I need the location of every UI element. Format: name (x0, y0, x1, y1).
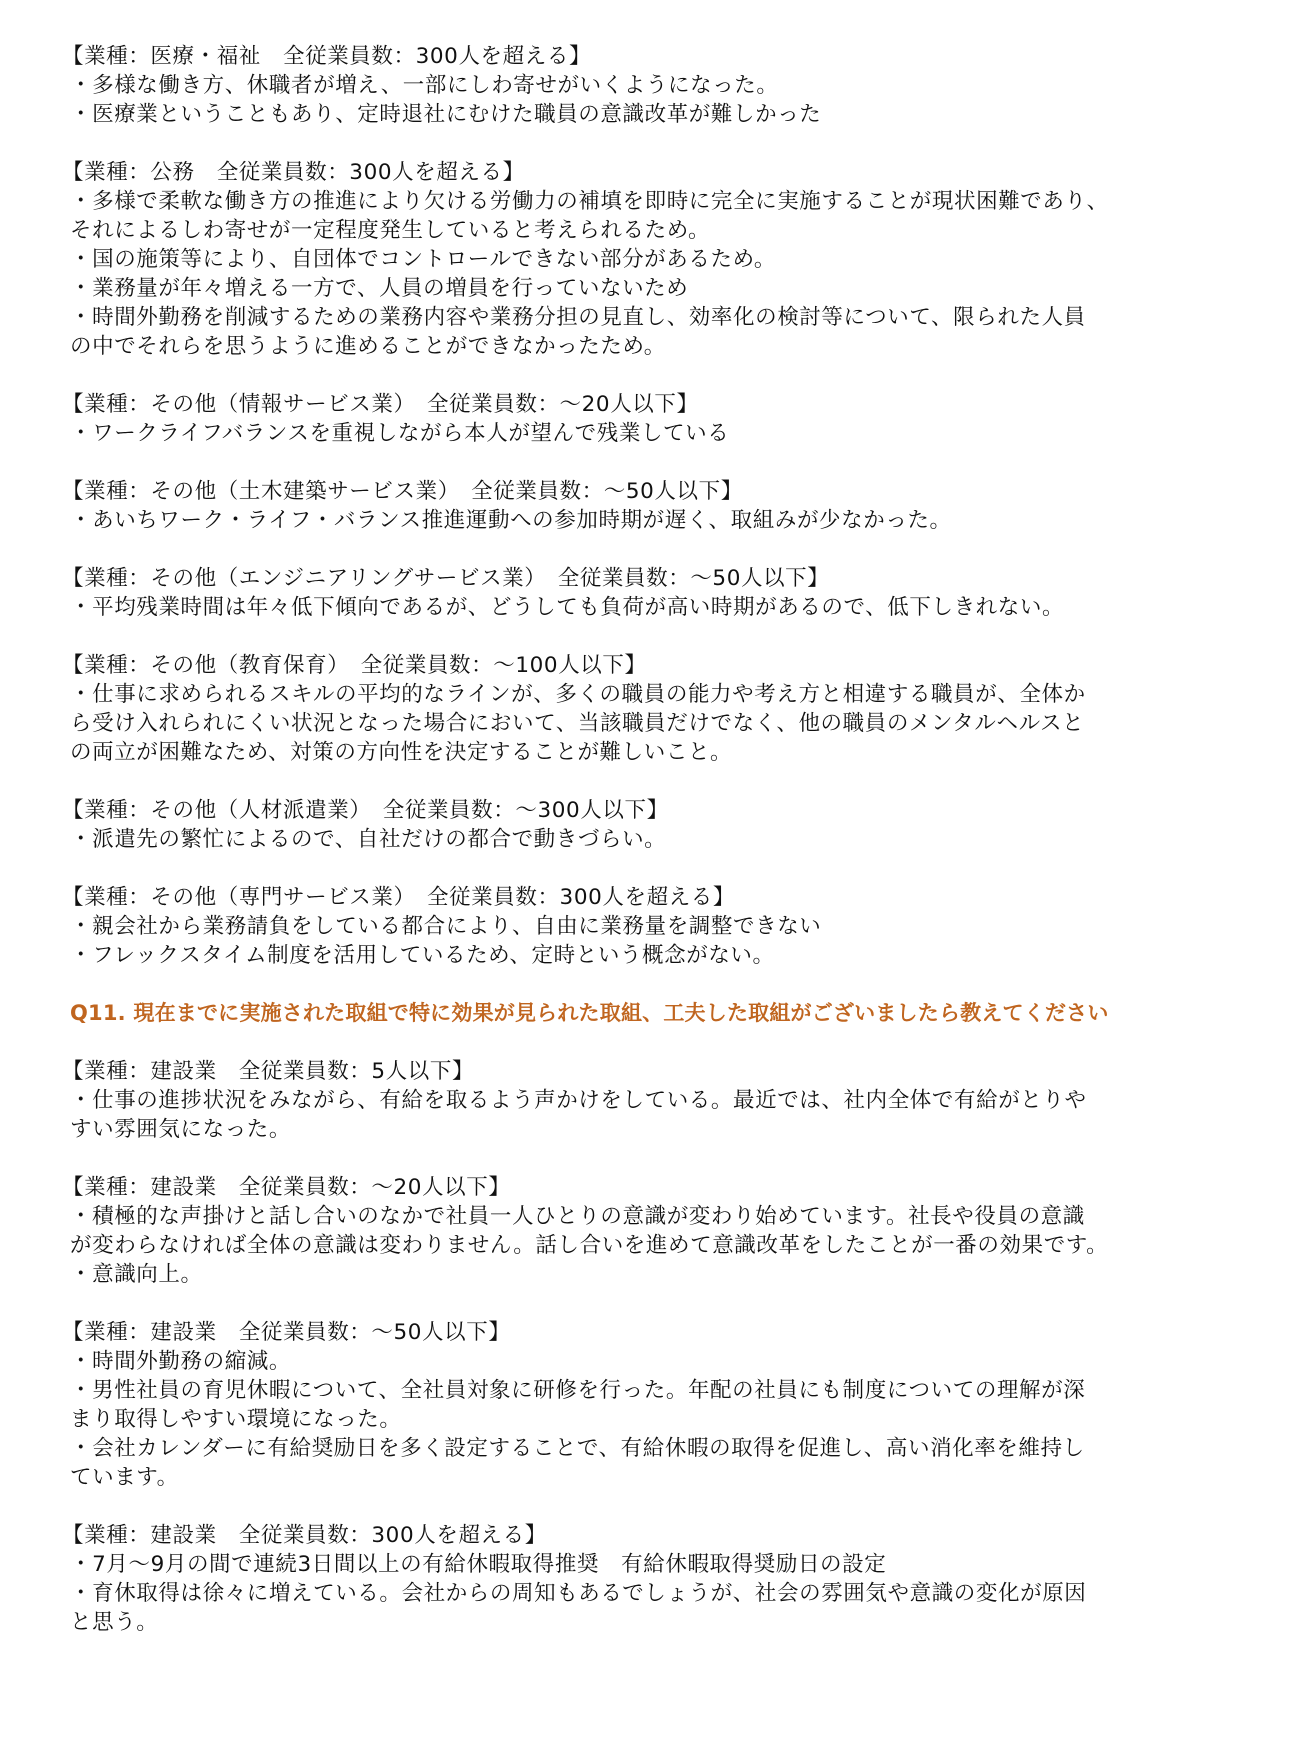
entry-header: 【業種：建設業 全従業員数：300人を超える】 (62, 1523, 547, 1548)
entry-line: それによるしわ寄せが一定程度発生していると考えられるため。 (70, 218, 711, 243)
response-entry (62, 477, 1240, 535)
entry-header: 【業種：建設業 全従業員数：5人以下】 (62, 1059, 475, 1084)
entry-line: の両立が困難なため、対策の方向性を決定することが難しいこと。 (70, 740, 733, 765)
response-entry (62, 564, 1240, 622)
entry-header: 【業種：建設業 全従業員数：～50人以下】 (62, 1320, 511, 1345)
entry-line: ・ワークライフバランスを重視しながら本人が望んで残業している (70, 421, 730, 446)
entry-line: すい雰囲気になった。 (70, 1117, 292, 1142)
entry-line: ・親会社から業務請負をしている都合により、自由に業務量を調整できない (70, 914, 822, 939)
response-entry (62, 390, 1240, 448)
entry-line: ・積極的な声掛けと話し合いのなかで社員一人ひとりの意識が変わり始めています。社長や役員の意識 (70, 1204, 1085, 1229)
entry-line: ・多様な働き方、休職者が増え、一部にしわ寄せがいくようになった。 (70, 73, 779, 98)
response-entry (62, 796, 1240, 854)
entry-line: ・平均残業時間は年々低下傾向であるが、どうしても負荷が高い時期があるので、低下しきれない。 (70, 595, 1065, 620)
response-entry (62, 883, 1240, 970)
entry-line: ています。 (70, 1465, 179, 1490)
entry-line: ・医療業ということもあり、定時退社にむけた職員の意識改革が難しかった (70, 102, 822, 127)
entry-header: 【業種：その他（土木建築サービス業） 全従業員数：～50人以下】 (62, 479, 743, 504)
response-entry (62, 1057, 1240, 1144)
response-entry (62, 1318, 1240, 1492)
entry-line: ・男性社員の育児休暇について、全社員対象に研修を行った。年配の社員にも制度についての理解が深 (70, 1378, 1086, 1403)
entry-header: 【業種：医療・福祉 全従業員数：300人を超える】 (62, 44, 592, 69)
entry-line: が変わらなければ全体の意識は変わりません。話し合いを進めて意識改革をしたことが一番の効果です。 (70, 1233, 1109, 1258)
entry-line: ・時間外勤務を削減するための業務内容や業務分担の見直し、効率化の検討等について、限られた人員 (70, 305, 1086, 330)
entry-line: ・多様で柔軟な働き方の推進により欠ける労働力の補填を即時に完全に実施することが現状困難であり、 (70, 189, 1109, 214)
entry-line: ・会社カレンダーに有給奨励日を多く設定することで、有給休暇の取得を促進し、高い消化率を維持し (70, 1436, 1085, 1461)
entry-line: ・意識向上。 (70, 1262, 203, 1287)
entry-line: ら受け入れられにくい状況となった場合において、当該職員だけでなく、他の職員のメンタルヘルスと (70, 711, 1085, 736)
entry-line: ・仕事の進捗状況をみながら、有給を取るよう声かけをしている。最近では、社内全体で有給がとりや (70, 1088, 1087, 1113)
entry-line: の中でそれらを思うように進めることができなかったため。 (70, 334, 666, 359)
entry-header: 【業種：建設業 全従業員数：～20人以下】 (62, 1175, 511, 1200)
entry-line: と思う。 (70, 1610, 159, 1635)
entry-line: ・派遣先の繁忙によるので、自社だけの都合で動きづらい。 (70, 827, 667, 852)
entry-line: ・育休取得は徐々に増えている。会社からの周知もあるでしょうが、社会の雰囲気や意識の変化が原因 (70, 1581, 1087, 1606)
entry-header: 【業種：その他（情報サービス業） 全従業員数：～20人以下】 (62, 392, 699, 417)
entry-line: まり取得しやすい環境になった。 (70, 1407, 402, 1432)
entry-line: ・業務量が年々増える一方で、人員の増員を行っていないため (70, 276, 689, 301)
entry-header: 【業種：その他（エンジニアリングサービス業） 全従業員数：～50人以下】 (62, 566, 830, 591)
response-entry (62, 1173, 1240, 1289)
response-entry (62, 42, 1240, 129)
response-entry (62, 158, 1240, 361)
entry-header: 【業種：その他（人材派遣業） 全従業員数：～300人以下】 (62, 798, 669, 823)
entry-line: ・時間外勤務の縮減。 (70, 1349, 292, 1374)
response-entry (62, 1521, 1240, 1637)
entry-line: ・フレックスタイム制度を活用しているため、定時という概念がない。 (70, 943, 775, 968)
response-entry (62, 651, 1240, 767)
entry-line: ・7月～9月の間で連続3日間以上の有給休暇取得推奨 有給休暇取得奨励日の設定 (70, 1552, 887, 1577)
document-page (62, 42, 1240, 1666)
entry-header: 【業種：その他（専門サービス業） 全従業員数：300人を超える】 (62, 885, 735, 910)
entry-header: 【業種：その他（教育保育） 全従業員数：～100人以下】 (62, 653, 647, 678)
entry-header: 【業種：公務 全従業員数：300人を超える】 (62, 160, 525, 185)
previous-question-responses (62, 42, 1240, 970)
entry-line: ・仕事に求められるスキルの平均的なラインが、多くの職員の能力や考え方と相違する職員が、全体か (70, 682, 1086, 707)
entry-line: ・あいちワーク・ライフ・バランス推進運動への参加時期が遅く、取組みが少なかった。 (70, 508, 952, 533)
q11-responses (62, 1057, 1240, 1637)
question-heading-q11: Q11. 現在までに実施された取組で特に効果が見られた取組、工夫した取組がございましたら教えてください (70, 1001, 1109, 1025)
entry-line: ・国の施策等により、自団体でコントロールできない部分があるため。 (70, 247, 776, 272)
